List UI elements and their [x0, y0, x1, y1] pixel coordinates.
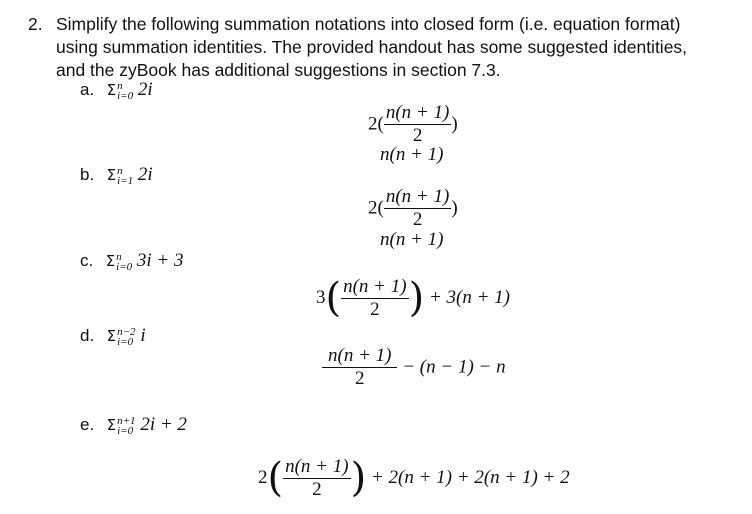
summation [107, 164, 153, 185]
part-e [80, 414, 187, 436]
sigma-symbol: Σ [106, 166, 117, 184]
left-paren: ( [325, 275, 342, 321]
fraction-denominator: 2 [283, 478, 350, 501]
lower-limit: i=1 [117, 174, 134, 187]
upper-limit: n [117, 79, 123, 92]
right-paren: ) [350, 455, 367, 501]
fraction-numerator: n(n + 1) [322, 345, 397, 368]
answer-b-step [368, 186, 458, 231]
upper-limit: n [117, 164, 123, 177]
summand: 3i + 3 [136, 250, 184, 271]
summand: i [140, 325, 146, 346]
upper-limit: n [116, 250, 122, 263]
remaining-terms: + 2(n + 1) + 2(n + 1) + 2 [370, 467, 570, 488]
remaining-terms: − (n − 1) − n [402, 356, 506, 378]
coefficient: 2( [368, 197, 384, 219]
answer-d [322, 345, 506, 390]
part-label: d. [80, 326, 95, 345]
lower-limit: i=0 [116, 260, 133, 273]
part-label: a. [80, 80, 95, 99]
summation [106, 250, 184, 271]
summand: 2i [137, 79, 153, 100]
fraction-numerator: n(n + 1) [385, 102, 450, 123]
answer-a-step [368, 102, 458, 147]
summand: 2i + 2 [140, 414, 187, 435]
answer-b-result: n(n + 1) [380, 229, 444, 250]
fraction-denominator: 2 [412, 209, 423, 230]
part-label: c. [80, 251, 94, 270]
fraction-numerator: n(n + 1) [385, 186, 450, 207]
question-line-1: Simplify the following summation notations into closed form (i.e. equation format) [56, 14, 681, 34]
remaining-terms: + 3(n + 1) [428, 287, 510, 308]
coefficient: 2 [258, 467, 268, 488]
close-paren: ) [451, 113, 458, 135]
summation [107, 325, 146, 346]
sigma-symbol: Σ [105, 252, 116, 270]
fraction-numerator: n(n + 1) [343, 275, 407, 297]
lower-limit: i=0 [117, 424, 134, 437]
question-number: 2. [28, 14, 43, 34]
question-line-2: using summation identities. The provided handout has some suggested identities, [56, 37, 688, 57]
right-paren: ) [408, 275, 425, 321]
close-paren: ) [451, 197, 458, 219]
part-c [80, 250, 184, 272]
part-d [80, 325, 146, 347]
fraction-numerator: n(n + 1) [285, 455, 349, 477]
left-paren: ( [267, 455, 284, 501]
summand: 2i [137, 164, 153, 185]
summation [107, 414, 187, 435]
coefficient: 2( [368, 113, 384, 135]
part-label: e. [80, 415, 95, 434]
sigma-symbol: Σ [106, 81, 117, 99]
upper-limit: n−2 [117, 325, 136, 338]
fraction-denominator: 2 [341, 298, 408, 321]
part-label: b. [80, 165, 95, 184]
sigma-symbol: Σ [106, 327, 117, 345]
answer-e [258, 455, 570, 501]
coefficient: 3 [316, 287, 326, 308]
upper-limit: n+1 [117, 414, 136, 427]
part-a [80, 79, 153, 101]
fraction-denominator: 2 [412, 125, 423, 146]
part-b [80, 164, 153, 186]
answer-a-result: n(n + 1) [380, 144, 444, 165]
fraction-denominator: 2 [354, 368, 365, 389]
lower-limit: i=0 [117, 335, 134, 348]
question-line-3: and the zyBook has additional suggestions in section 7.3. [56, 60, 501, 80]
sigma-symbol: Σ [106, 416, 117, 434]
summation [107, 79, 153, 100]
answer-c [316, 275, 510, 321]
lower-limit: i=0 [117, 89, 134, 102]
